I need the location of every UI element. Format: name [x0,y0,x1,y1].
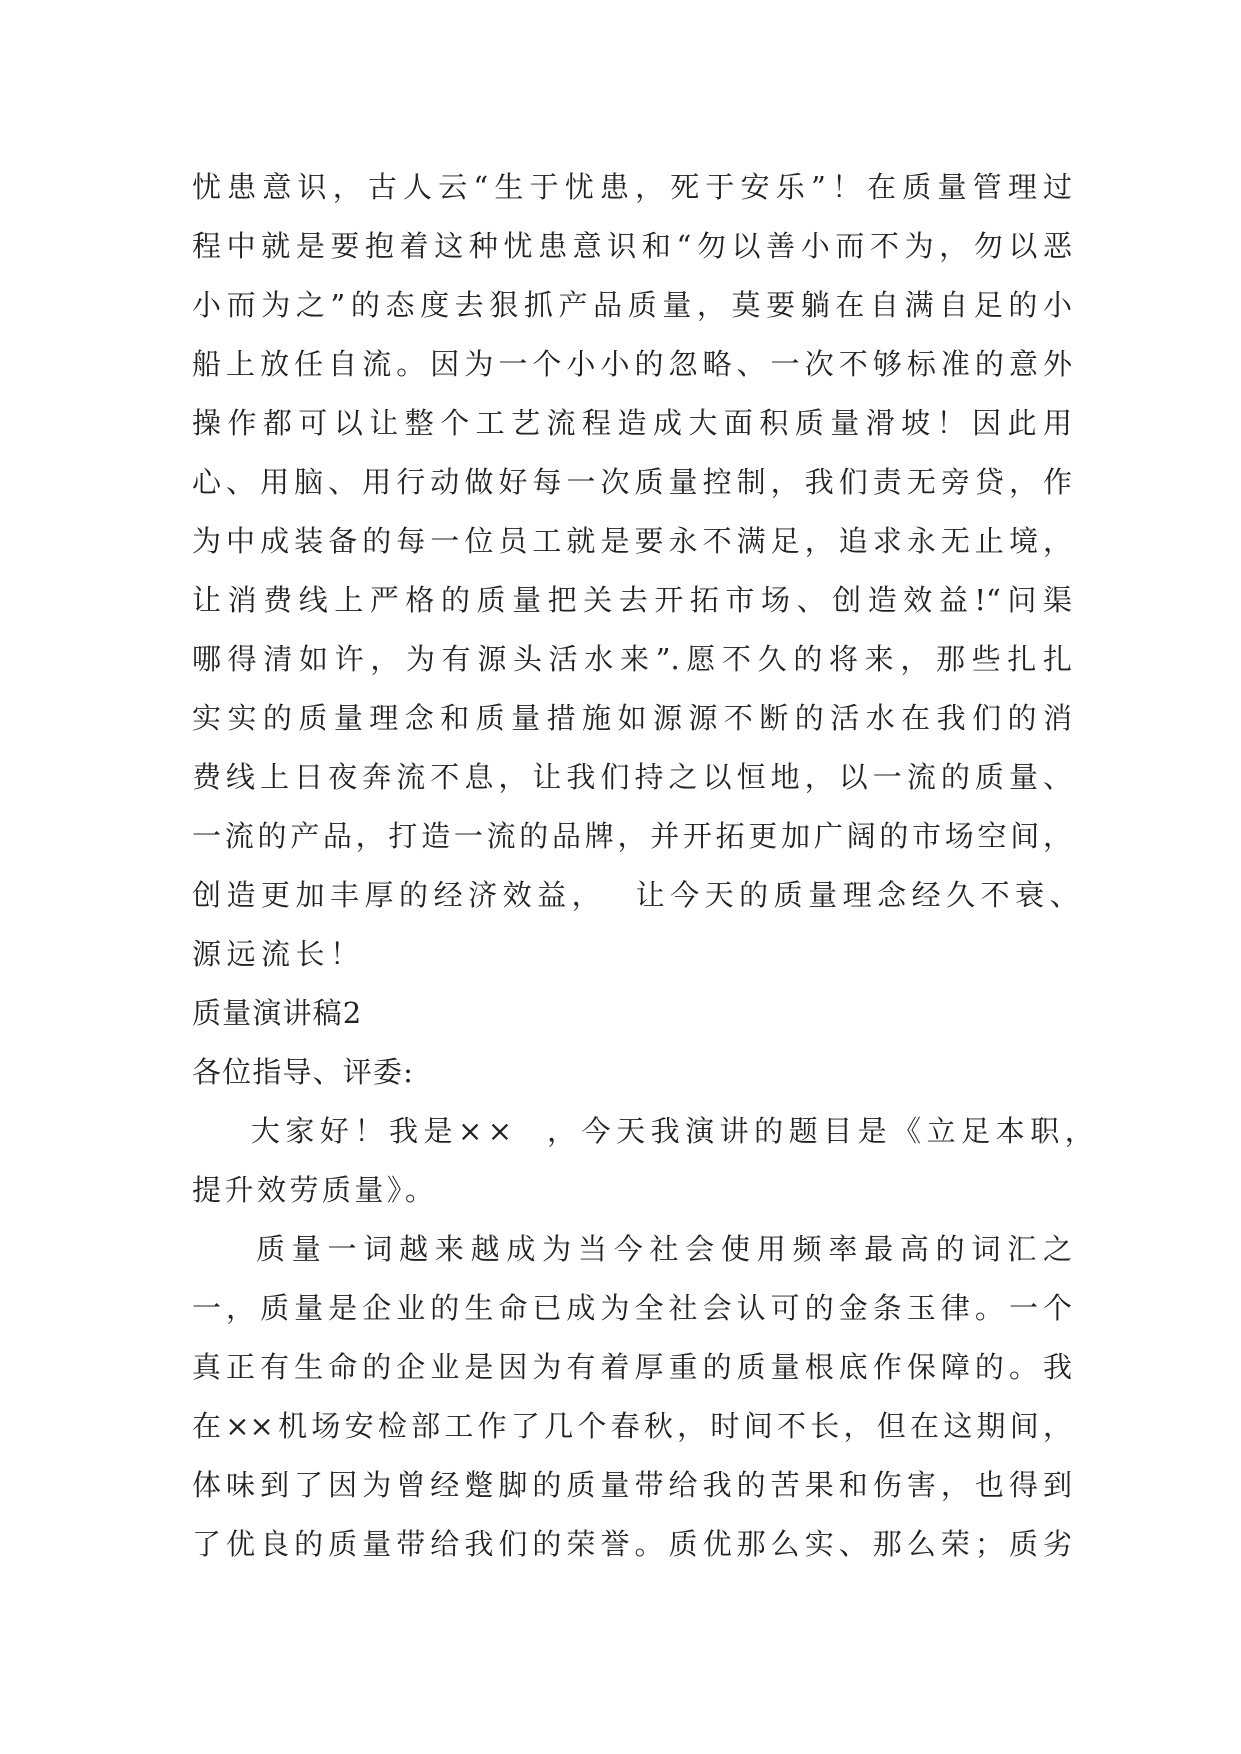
paragraph-line: 质量一词越来越成为当今社会使用频率最高的词汇之 [192,1232,1072,1266]
salutation: 各位指导、评委: [192,1055,415,1089]
paragraph-line: 实实的质量理念和质量措施如源源不断的活水在我们的消 [192,701,1072,735]
paragraph-line: 一，质量是企业的生命已成为全社会认可的金条玉律。一个 [192,1291,1072,1325]
paragraph-line: 让消费线上严格的质量把关去开拓市场、创造效益!“问渠 [192,583,1072,617]
section-title: 质量演讲稿2 [192,996,363,1030]
paragraph-line: 船上放任自流。因为一个小小的忽略、一次不够标准的意外 [192,347,1072,381]
paragraph-line: 大家好！我是×× ，今天我演讲的题目是《立足本职， [192,1114,1100,1148]
paragraph-line: 在××机场安检部工作了几个春秋，时间不长，但在这期间， [192,1409,1072,1443]
paragraph-line: 体味到了因为曾经蹩脚的质量带给我的苦果和伤害，也得到 [192,1468,1072,1502]
paragraph-line: 一流的产品，打造一流的品牌，并开拓更加广阔的市场空间， [192,819,1072,853]
paragraph-line: 操作都可以让整个工艺流程造成大面积质量滑坡！因此用 [192,406,1072,440]
paragraph-line: 为中成装备的每一位员工就是要永不满足，追求永无止境， [192,524,1072,558]
paragraph-line: 心、用脑、用行动做好每一次质量控制，我们责无旁贷，作 [192,465,1072,499]
document-body [192,158,1100,1574]
paragraph-line: 小而为之”的态度去狠抓产品质量，莫要躺在自满自足的小 [192,288,1072,322]
paragraph-line: 哪得清如许，为有源头活水来”.愿不久的将来，那些扎扎 [192,642,1072,676]
paragraph-line: 源远流长！ [192,937,365,971]
paragraph-line: 费线上日夜奔流不息，让我们持之以恒地，以一流的质量、 [192,760,1072,794]
paragraph-line: 创造更加丰厚的经济效益， 让今天的质量理念经久不衰、 [192,878,1085,912]
paragraph-line: 程中就是要抱着这种忧患意识和“勿以善小而不为，勿以恶 [192,229,1072,263]
paragraph-line: 提升效劳质量》。 [192,1173,438,1207]
paragraph-line: 真正有生命的企业是因为有着厚重的质量根底作保障的。我 [192,1350,1072,1384]
paragraph-line: 忧患意识，古人云“生于忧患，死于安乐”！在质量管理过 [192,170,1072,204]
paragraph-line: 了优良的质量带给我们的荣誉。质优那么实、那么荣；质劣 [192,1527,1072,1561]
